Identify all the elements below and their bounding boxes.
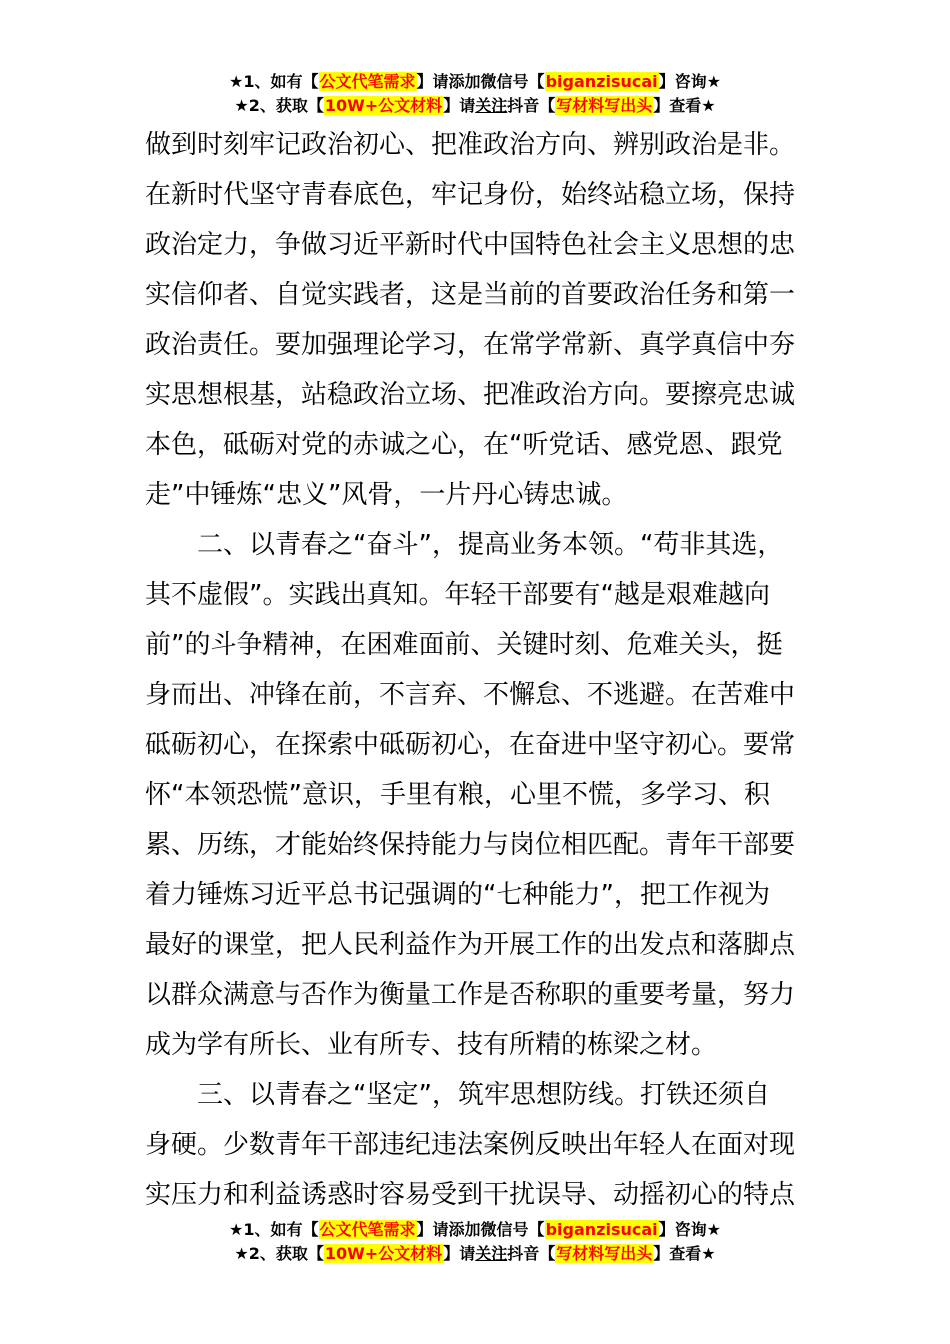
text-line: 实思想根基，站稳政治立场、把准政治方向。要擦亮忠诚 [145, 380, 796, 410]
text-line: 前”的斗争精神，在困难面前、关键时刻、危难关头，挺 [145, 630, 783, 660]
text-line: 做到时刻牢记政治初心、把准政治方向、辨别政治是非。 [145, 130, 796, 160]
text-line: 怀“本领恐慌”意识，手里有粮，心里不慌，多学习、积 [145, 780, 770, 810]
text-line: 本色，砥砺对党的赤诚之心，在“听党话、感党恩、跟党 [145, 430, 783, 460]
text-line: 着力锤炼习近平总书记强调的“七种能力”，把工作视为 [145, 880, 770, 910]
promo-wechat-id: biganzisucai [545, 1220, 658, 1239]
text-line: 以群众满意与否作为衡量工作是否称职的重要考量，努力 [145, 980, 796, 1010]
promo-highlight: 公文代笔需求 [319, 1220, 416, 1239]
promo-douyin-id: 写材料写出头 [556, 1244, 653, 1263]
promo-line-1: ★1、如有【公文代笔需求】请添加微信号【biganzisucai】咨询★ [229, 72, 721, 91]
promo-wechat-id: biganzisucai [545, 72, 658, 91]
promo-banner-bottom [0, 1218, 950, 1266]
text-line: 身硬。少数青年干部违纪违法案例反映出年轻人在面对现 [145, 1130, 796, 1160]
promo-line-1: ★1、如有【公文代笔需求】请添加微信号【biganzisucai】咨询★ [229, 1220, 721, 1239]
text-line: 其不虚假”。实践出真知。年轻干部要有“越是艰难越向 [145, 580, 770, 610]
text-line: 身而出、冲锋在前，不言弃、不懈怠、不逃避。在苦难中 [145, 680, 796, 710]
promo-highlight: 10W+公文材料 [324, 96, 443, 115]
text-line: 实压力和利益诱惑时容易受到干扰误导、动摇初心的特点 [145, 1180, 796, 1210]
promo-line-2: ★2、获取【10W+公文材料】请关注抖音【写材料写出头】查看★ [234, 96, 716, 115]
text-line: 在新时代坚守青春底色，牢记身份，始终站稳立场，保持 [145, 180, 796, 210]
text-line: 累、历练，才能始终保持能力与岗位相匹配。青年干部要 [145, 830, 796, 860]
promo-highlight: 10W+公文材料 [324, 1244, 443, 1263]
text-line: 成为学有所长、业有所专、技有所精的栋梁之材。 [145, 1030, 718, 1060]
text-line: 政治责任。要加强理论学习，在常学常新、真学真信中夯 [145, 330, 796, 360]
section-heading-line: 三、以青春之“坚定”，筑牢思想防线。打铁还须自 [197, 1080, 770, 1110]
section-heading-line: 二、以青春之“奋斗”，提高业务本领。“苟非其选， [197, 530, 784, 560]
text-line: 实信仰者、自觉实践者，这是当前的首要政治任务和第一 [145, 280, 796, 310]
text-line: 砥砺初心，在探索中砥砺初心，在奋进中坚守初心。要常 [145, 730, 796, 760]
text-line: 走”中锤炼“忠义”风骨，一片丹心铸忠诚。 [145, 480, 628, 510]
promo-banner-top [0, 70, 950, 118]
promo-highlight: 公文代笔需求 [319, 72, 416, 91]
text-line: 最好的课堂，把人民利益作为开展工作的出发点和落脚点 [145, 930, 796, 960]
document-body [145, 120, 835, 1220]
promo-douyin-id: 写材料写出头 [556, 96, 653, 115]
text-line: 政治定力，争做习近平新时代中国特色社会主义思想的忠 [145, 230, 796, 260]
promo-line-2: ★2、获取【10W+公文材料】请关注抖音【写材料写出头】查看★ [234, 1244, 716, 1263]
